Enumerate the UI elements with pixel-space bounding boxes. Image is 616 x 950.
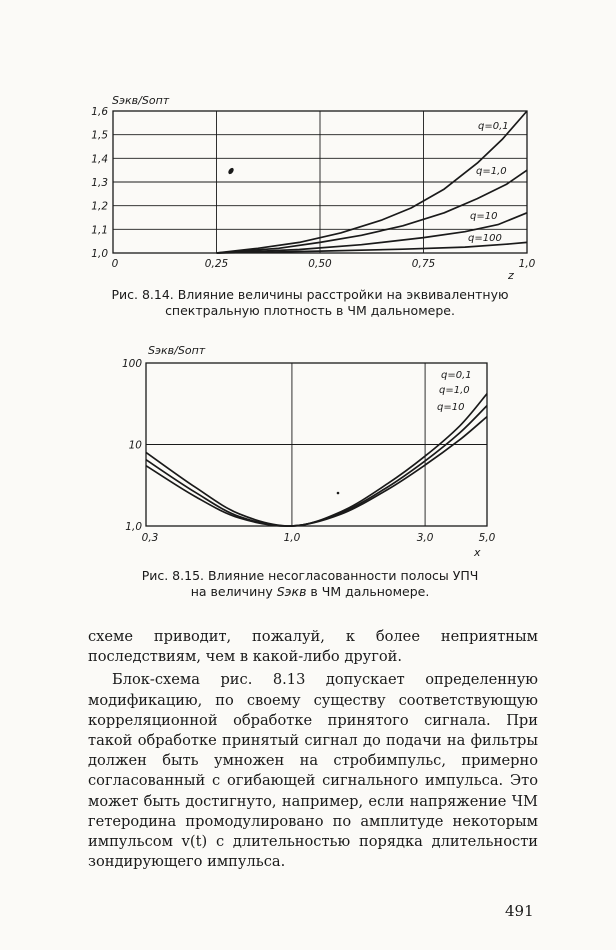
fig1-ytick-label: 1,6 — [91, 106, 108, 118]
fig2-xtick-label: 5,0 — [478, 532, 496, 544]
fig2-ytick-label: 10 — [128, 439, 142, 452]
fig1-series-label: q=0,1 — [478, 121, 509, 132]
fig2-series-label: q=1,0 — [439, 385, 470, 396]
fig1-xlabel: z — [508, 269, 514, 282]
ink-speck — [227, 167, 235, 175]
fig2-caption-symbol: Sэкв — [276, 584, 307, 599]
fig2-ytick-label: 100 — [121, 358, 142, 370]
fig2-caption — [100, 568, 520, 600]
fig1-series-label: q=10 — [470, 211, 498, 222]
fig2-series-line — [146, 394, 487, 526]
fig2-series — [146, 370, 487, 526]
figure-8-15 — [0, 330, 616, 590]
fig2-caption-line2a: на величину — [190, 584, 277, 599]
fig1-ytick-label: 1,4 — [91, 153, 108, 166]
fig1-xtick-label: 0,75 — [411, 258, 436, 270]
fig1-ytick-label: 1,1 — [91, 224, 108, 237]
fig1-xtick-label: 0,25 — [204, 258, 229, 270]
fig2-series-line — [146, 417, 487, 526]
fig2-series-label: q=10 — [437, 402, 465, 413]
body-text — [88, 627, 538, 872]
figure-8-14 — [0, 0, 616, 285]
fig1-ytick-label: 1,5 — [91, 129, 108, 142]
fig1-series-label: q=1,0 — [476, 166, 507, 177]
fig2-ytick-label: 1,0 — [125, 521, 142, 533]
fig1-xtick-label: 0 — [111, 258, 119, 270]
ink-speck — [337, 492, 340, 495]
paragraph-2: Блок-схема рис. 8.13 допускает определенную модификацию, по своему существу соответствующую корреляционной обработке принятого сигнала. При такой обработке принятый сигнал до подачи на фильтры должен быть умножен на стробимпульс, примерно согласованный с огибающей сигнального импульса. Это может быть достигнуто, например, если напряжение ЧМ гетеродина промодулировано по амплитуде некоторым импульсом v(t) с длительностью порядка длительности зондирующего импульса. — [88, 671, 538, 871]
fig2-xlabel: x — [474, 546, 481, 559]
fig1-ticks — [91, 106, 535, 270]
fig1-caption: Рис. 8.14. Влияние величины расстройки на эквивалентную спектральную плотность в ЧМ дальномере. — [111, 287, 509, 318]
page-number: 491 — [505, 902, 534, 920]
fig2-caption-line2b: в ЧМ дальномере. — [306, 584, 430, 599]
fig2-series-label: q=0,1 — [441, 370, 472, 381]
fig1-series-label: q=100 — [468, 233, 502, 244]
fig1-ytick-label: 1,3 — [91, 177, 108, 189]
paragraph-1: схеме приводит, пожалуй, к более неприятным последствиям, чем в какой-либо другой. — [88, 628, 538, 666]
fig2-xtick-label: 1,0 — [283, 532, 301, 544]
fig1-xtick-label: 1,0 — [518, 258, 536, 270]
fig2-xtick-label: 3,0 — [416, 532, 434, 544]
fig1-ytick-label: 1,2 — [91, 200, 108, 213]
fig1-ytick-label: 1,0 — [91, 248, 108, 260]
fig2-ylabel: Sэкв/Sопт — [148, 344, 206, 357]
fig1-xtick-label: 0,50 — [308, 258, 332, 270]
fig1-ylabel: Sэкв/Sопт — [112, 94, 170, 107]
fig2-grid — [146, 363, 487, 526]
fig2-caption-line1: Рис. 8.15. Влияние несогласованности полосы УПЧ — [141, 568, 479, 583]
fig2-series-line — [146, 406, 487, 526]
fig2-xtick-label: 0,3 — [141, 532, 159, 544]
